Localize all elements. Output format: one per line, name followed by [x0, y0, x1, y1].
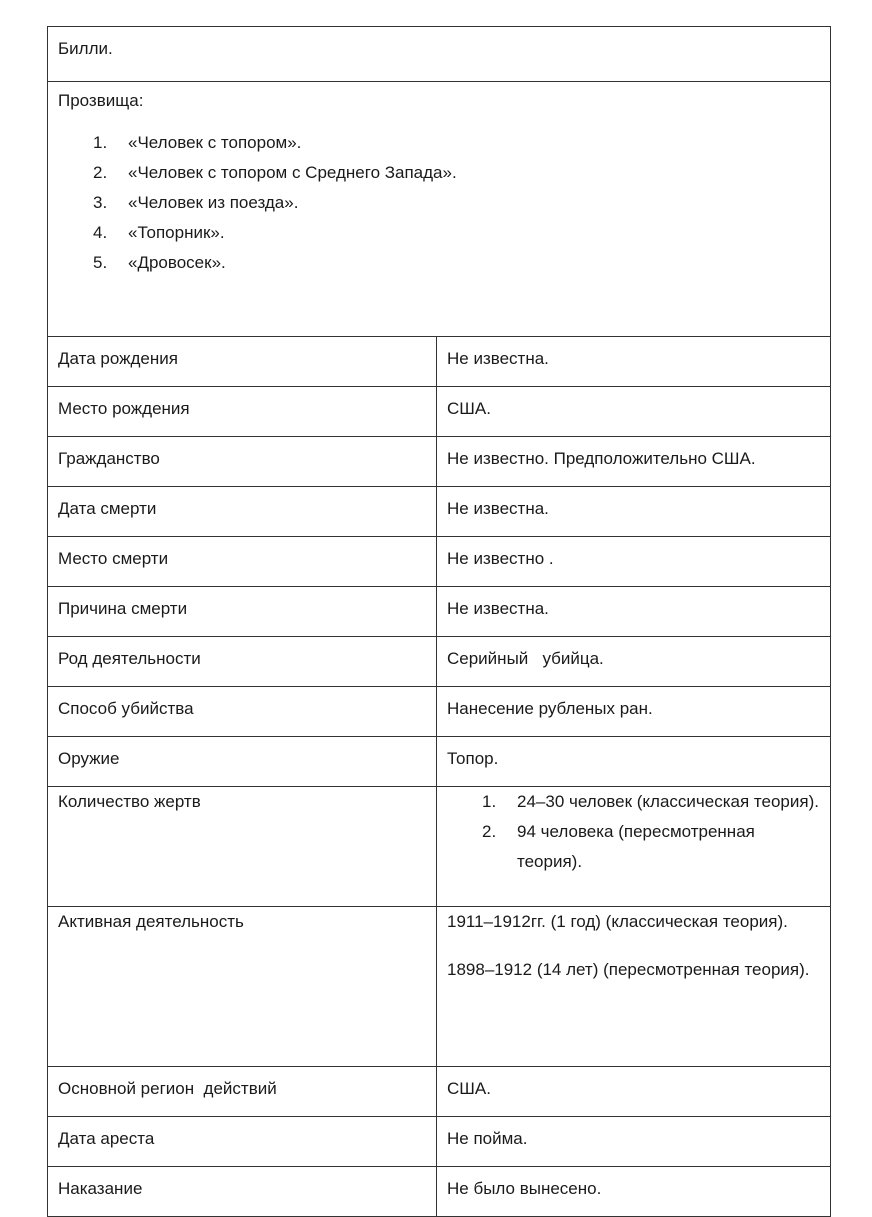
row-label: Дата смерти	[48, 487, 437, 537]
table-row	[48, 337, 831, 387]
row-value: Не известна.	[437, 487, 831, 537]
list-item	[58, 128, 820, 158]
row-value: Не известна.	[437, 337, 831, 387]
row-value: Серийный убийца.	[437, 637, 831, 687]
nicknames-row	[48, 82, 831, 337]
list-number: 1.	[93, 133, 108, 152]
table-row	[48, 637, 831, 687]
list-text: 94 человека (пересмотренная теория).	[517, 822, 755, 871]
list-text: «Человек с топором с Среднего Запада».	[128, 163, 457, 182]
name-cell: Билли.	[48, 27, 831, 82]
victims-cell	[437, 787, 831, 907]
list-number: 4.	[93, 223, 108, 242]
row-value: Не известно. Предположительно США.	[437, 437, 831, 487]
row-label: Дата ареста	[48, 1117, 437, 1167]
row-value: Топор.	[437, 737, 831, 787]
list-item	[58, 188, 820, 218]
row-value: Не было вынесено.	[437, 1167, 831, 1217]
row-value: США.	[437, 387, 831, 437]
nicknames-list	[58, 128, 820, 278]
list-number: 5.	[93, 253, 108, 272]
list-number: 3.	[93, 193, 108, 212]
victims-row	[48, 787, 831, 907]
table-row	[48, 687, 831, 737]
paragraph: 1898–1912 (14 лет) (пересмотренная теория).	[447, 960, 810, 979]
table-row	[48, 1167, 831, 1217]
nicknames-heading: Прозвища:	[58, 91, 144, 110]
active-period-cell	[437, 907, 831, 1067]
row-value: Не известна.	[437, 587, 831, 637]
row-label: Место рождения	[48, 387, 437, 437]
row-label: Наказание	[48, 1167, 437, 1217]
row-value: Нанесение рубленых ран.	[437, 687, 831, 737]
table-row	[48, 537, 831, 587]
row-label: Род деятельности	[48, 637, 437, 687]
list-number: 1.	[482, 792, 497, 811]
name-row	[48, 27, 831, 82]
profile-table	[47, 26, 831, 1217]
victims-list	[447, 787, 820, 877]
list-text: «Дровосек».	[128, 253, 226, 272]
table-row	[48, 437, 831, 487]
table-row	[48, 387, 831, 437]
list-item	[58, 248, 820, 278]
table-row	[48, 1117, 831, 1167]
list-item	[447, 817, 820, 877]
row-label: Количество жертв	[48, 787, 437, 907]
row-label: Причина смерти	[48, 587, 437, 637]
row-value: США.	[437, 1067, 831, 1117]
nicknames-cell	[48, 82, 831, 337]
list-item	[447, 787, 820, 817]
list-number: 2.	[482, 822, 497, 841]
paragraph: 1911–1912гг. (1 год) (классическая теория).	[447, 912, 788, 931]
table-row	[48, 587, 831, 637]
list-item	[58, 218, 820, 248]
row-label: Гражданство	[48, 437, 437, 487]
table-row	[48, 1067, 831, 1117]
row-label: Дата рождения	[48, 337, 437, 387]
list-text: «Человек из поезда».	[128, 193, 299, 212]
list-item	[58, 158, 820, 188]
row-label: Место смерти	[48, 537, 437, 587]
row-value: Не известно .	[437, 537, 831, 587]
list-text: «Человек с топором».	[128, 133, 302, 152]
table-row	[48, 737, 831, 787]
active-period-row	[48, 907, 831, 1067]
row-label: Способ убийства	[48, 687, 437, 737]
list-number: 2.	[93, 163, 108, 182]
row-label: Активная деятельность	[48, 907, 437, 1067]
table-row	[48, 487, 831, 537]
list-text: «Топорник».	[128, 223, 225, 242]
row-label: Оружие	[48, 737, 437, 787]
row-value: Не пойма.	[437, 1117, 831, 1167]
list-text: 24–30 человек (классическая теория).	[517, 792, 819, 811]
row-label: Основной регион действий	[48, 1067, 437, 1117]
